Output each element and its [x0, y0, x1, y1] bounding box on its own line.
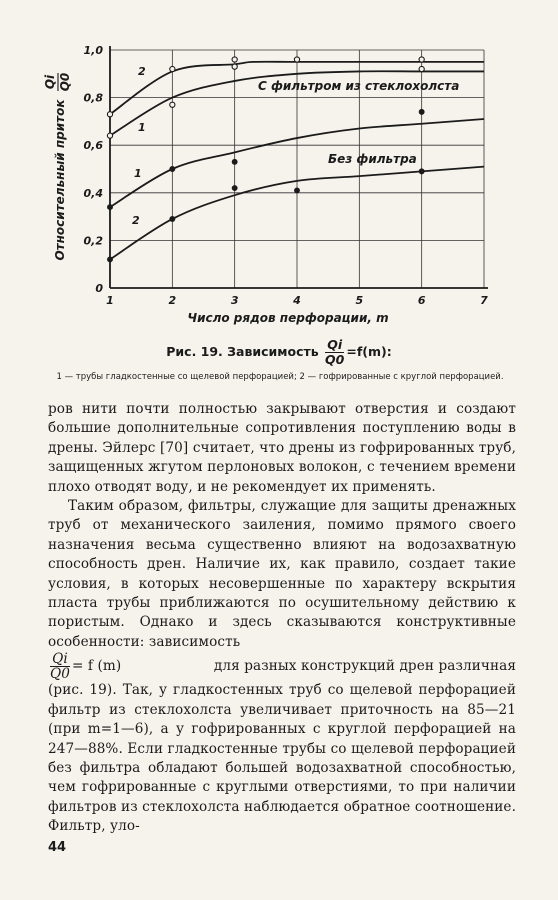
formula-frac-num: Qi: [50, 652, 70, 667]
formula-rest-b: для разных конструкций дрен различная: [213, 658, 516, 675]
y-axis-frac-den: Q0: [58, 72, 72, 92]
x-tick-label: 1: [106, 294, 114, 307]
figure-legend-note: 1 — трубы гладкостенные со щелевой перфорацией; 2 — гофрированные с круглой перфорацией.: [56, 372, 504, 382]
curve-label-filter-2: 2: [138, 65, 146, 78]
x-axis-label: Число рядов перфорации, m: [187, 311, 389, 325]
figure-caption: [0, 338, 558, 367]
curve-label-nofilter-1: 1: [134, 167, 142, 180]
paragraph-3: (рис. 19). Так, у гладкостенных труб со щелевой перфорацией фильтр из стеклохолста увеличивает приточность на 85—21 (при m=1—6), а у гофрированных с круглой перфорацией на 247—88%. Если гладкостенные трубы со щелевой перфорацией без фильтра обладают большей водозахватной способностью, чем гофрированные с круглыми отверстиями, то при наличии фильтров из стеклохолста наблюдается обратное соотношение. Фильтр, уло-: [48, 682, 516, 835]
y-axis-frac-num: Qi: [43, 74, 57, 90]
caption-suffix: =f(m):: [346, 344, 392, 359]
annotation-with-filter: С фильтром из стеклохолста: [258, 79, 460, 93]
caption-prefix: Рис. 19. Зависимость: [166, 344, 319, 359]
data-point-1: [232, 64, 237, 69]
paragraph-2: Таким образом, фильтры, служащие для защиты дренажных труб от механического заиления, помимо прямого своего назначения весьма существенно влияют на водозахватную способность дрен. Наличие их, как правило, создает такие условия, в которых несовершенные по характеру вскрытия пласта трубы приближаются по осушительному действию к пористым. Однако и здесь сказываются конструктивные особенности: зависимость: [48, 498, 516, 650]
data-point-2: [419, 109, 424, 114]
formula-fraction: [50, 652, 70, 681]
x-tick-label: 7: [480, 294, 488, 307]
y-tick-label: 0,4: [83, 186, 103, 200]
x-tick-label: 2: [168, 294, 177, 307]
data-point-0: [294, 57, 299, 62]
data-point-2: [232, 159, 237, 164]
data-point-3: [232, 186, 237, 191]
y-tick-label: 1,0: [83, 44, 103, 57]
curve-label-nofilter-2: 2: [132, 214, 140, 227]
data-point-3: [108, 257, 113, 262]
data-point-1: [170, 102, 175, 107]
paragraph-1: ров нити почти полностью закрывают отверстия и создают большие дополнительные сопротивления поступлению воды в дрены. Эйлерс [70] считает, что дрены из гофрированных труб, защищенных жгутом перлоновых волокон, с течением времени плохо отводят воду, и не рекомендует их применять.: [48, 401, 516, 495]
data-point-0: [232, 57, 237, 62]
formula-rest-a: = f (m): [72, 658, 122, 675]
formula-line: [48, 652, 516, 681]
data-point-2: [108, 205, 113, 210]
caption-frac-den: Q0: [325, 352, 345, 367]
y-tick-label: 0,6: [83, 139, 103, 153]
data-point-1: [107, 133, 112, 138]
annotation-without-filter: Без фильтра: [328, 152, 417, 166]
data-point-0: [107, 112, 112, 117]
figure-chart: [0, 0, 558, 330]
x-tick-label: 6: [417, 294, 426, 307]
y-tick-label: 0,8: [83, 91, 103, 105]
curve-label-filter-1: 1: [138, 121, 146, 134]
caption-fraction: [325, 338, 344, 367]
data-point-3: [295, 188, 300, 193]
formula-frac-den: Q0: [50, 666, 70, 683]
x-tick-label: 5: [355, 294, 364, 307]
data-point-0: [170, 66, 175, 71]
page-number: 44: [48, 840, 67, 855]
data-point-3: [170, 217, 175, 222]
y-tick-label: 0: [95, 282, 103, 295]
formula: [48, 652, 121, 681]
x-tick-label: 3: [230, 294, 239, 307]
data-point-2: [170, 167, 175, 172]
y-axis-fraction: [43, 73, 72, 92]
body-text: [48, 400, 516, 837]
y-tick-label: 0,2: [83, 234, 103, 248]
data-point-1: [419, 66, 424, 71]
data-point-3: [419, 169, 424, 174]
y-axis-label-group: [53, 99, 67, 261]
y-axis-label: Относительный приток: [53, 99, 67, 261]
x-tick-label: 4: [293, 294, 301, 307]
caption-frac-num: Qi: [325, 338, 344, 353]
data-point-0: [419, 57, 424, 62]
